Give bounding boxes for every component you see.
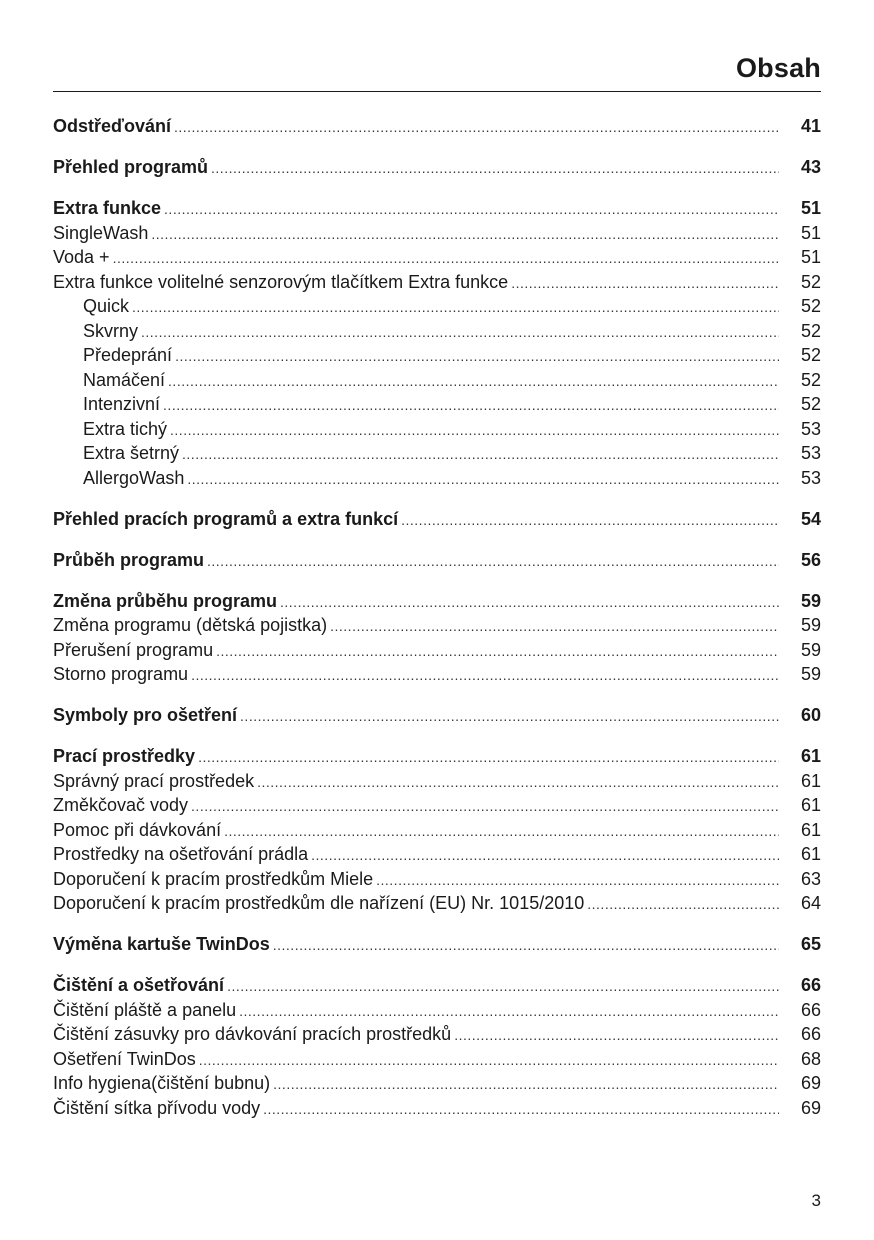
toc-entry[interactable] [53,294,821,319]
toc-entry[interactable] [53,867,821,892]
toc-entry-page: 69 [800,1073,821,1093]
toc-entry-label: Extra funkce volitelné senzorovým tlačítkem Extra funkce [53,271,509,292]
toc-entry-page: 61 [800,746,821,766]
toc-entry-page: 53 [800,467,821,488]
dot-leader [224,819,779,844]
dot-leader [132,295,779,320]
toc-entry-label: Změna programu (dětská pojistka) [53,615,328,635]
toc-entry[interactable] [53,343,821,368]
toc-entry-page: 52 [800,296,821,316]
dot-leader [376,868,779,893]
dot-leader [211,156,779,181]
toc-entry[interactable] [53,769,821,794]
toc-entry-label: Průběh programu [53,549,205,570]
toc-section [53,196,821,490]
dot-leader [216,639,779,664]
toc-entry-page: 52 [800,320,821,341]
dot-leader [311,843,779,868]
dot-leader [199,1048,779,1073]
dot-leader [239,999,779,1024]
toc-entry-page: 61 [800,770,821,791]
toc-entry-page: 61 [800,795,821,815]
dot-leader [587,892,779,917]
dot-leader [227,974,779,999]
dot-leader [207,549,779,574]
toc-entry-label: Přehled pracích programů a extra funkcí [53,508,399,529]
dot-leader [240,704,779,729]
toc-entry[interactable] [53,417,821,442]
toc-section [53,744,821,916]
toc-entry-page: 69 [800,1097,821,1118]
toc-entry-label: Čištění sítka přívodu vody [53,1097,261,1118]
toc-entry[interactable] [53,441,821,466]
toc-heading-entry[interactable] [53,196,821,221]
toc-entry-label: Čištění a ošetřování [53,975,225,995]
title-divider [53,91,821,92]
toc-entry-label: Čištění zásuvky pro dávkování pracích prostředků [53,1024,452,1044]
toc-entry-page: 59 [800,639,821,660]
toc-entry-page: 59 [800,590,821,611]
toc-entry-label: Správný prací prostředek [53,770,255,791]
dot-leader [401,508,779,533]
toc-heading-entry[interactable] [53,744,821,769]
toc-section [53,155,821,180]
toc-section [53,114,821,139]
dot-leader [175,344,779,369]
page-number: 3 [811,1191,821,1210]
toc-entry-label: Info hygiena(čištění bubnu) [53,1073,271,1093]
toc-heading-entry[interactable] [53,932,821,957]
toc-entry[interactable] [53,245,821,270]
toc-section [53,932,821,957]
toc-entry-label: Předeprání [83,345,173,365]
toc-entry[interactable] [53,1096,821,1121]
toc-entry[interactable] [53,466,821,491]
toc-entry-page: 54 [800,508,821,529]
toc-entry[interactable] [53,662,821,687]
toc-entry-label: Extra šetrný [83,443,180,463]
toc-entry[interactable] [53,998,821,1023]
toc-entry-page: 61 [800,844,821,864]
toc-section [53,548,821,573]
toc-entry-page: 51 [800,198,821,218]
dot-leader [330,614,779,639]
toc-entry[interactable] [53,368,821,393]
toc-entry-page: 61 [800,819,821,840]
toc-entry-label: Odstřeďování [53,116,171,136]
toc-entry[interactable] [53,392,821,417]
toc-entry-label: Výměna kartuše TwinDos [53,934,270,954]
toc-entry-label: Prostředky na ošetřování prádla [53,844,309,864]
toc-entry-label: Změna průběhu programu [53,590,278,611]
toc-heading-entry[interactable] [53,703,821,728]
toc-entry-label: Voda + [53,247,110,267]
toc-heading-entry[interactable] [53,973,821,998]
table-of-contents [53,114,821,1137]
toc-heading-entry[interactable] [53,114,821,139]
toc-entry-label: Quick [83,296,130,316]
dot-leader [182,442,779,467]
toc-entry-page: 41 [800,116,821,136]
dot-leader [151,222,779,247]
toc-entry-label: Pomoc při dávkování [53,819,222,840]
dot-leader [168,369,779,394]
toc-entry-label: Skvrny [83,320,139,341]
toc-entry[interactable] [53,270,821,295]
toc-entry-page: 53 [800,418,821,439]
toc-entry-label: Symboly pro ošetření [53,705,238,725]
dot-leader [257,770,779,795]
toc-entry-page: 66 [800,999,821,1020]
toc-entry-page: 52 [800,394,821,414]
toc-entry-label: Změkčovač vody [53,795,189,815]
toc-section [53,507,821,532]
toc-entry[interactable] [53,818,821,843]
toc-entry[interactable] [53,638,821,663]
dot-leader [174,115,779,140]
toc-entry[interactable] [53,1047,821,1072]
dot-leader [511,271,779,296]
dot-leader [273,933,779,958]
dot-leader [191,663,779,688]
toc-section [53,973,821,1120]
toc-heading-entry[interactable] [53,548,821,573]
toc-entry[interactable] [53,1071,821,1096]
toc-entry-page: 64 [800,893,821,913]
toc-entry-label: Extra funkce [53,198,162,218]
toc-entry[interactable] [53,613,821,638]
toc-entry-page: 65 [800,934,821,954]
dot-leader [141,320,779,345]
toc-entry[interactable] [53,842,821,867]
toc-entry[interactable] [53,319,821,344]
toc-entry-page: 66 [800,975,821,995]
toc-entry-label: Namáčení [83,369,166,390]
toc-entry-page: 66 [800,1024,821,1044]
dot-leader [187,467,779,492]
dot-leader [454,1023,779,1048]
dot-leader [198,745,779,770]
toc-entry-label: Doporučení k pracím prostředkům Miele [53,868,374,889]
toc-entry-page: 68 [800,1048,821,1069]
toc-entry-label: Storno programu [53,664,189,684]
toc-entry-label: Intenzivní [83,394,161,414]
toc-section [53,703,821,728]
dot-leader [164,197,779,222]
toc-entry-page: 53 [800,443,821,463]
page-title: Obsah [735,53,821,83]
toc-entry-page: 60 [800,705,821,725]
toc-entry-label: Prací prostředky [53,746,196,766]
toc-entry-label: Ošetření TwinDos [53,1048,196,1069]
toc-entry-page: 43 [800,157,821,177]
toc-entry-label: Extra tichý [83,418,168,439]
toc-entry[interactable] [53,221,821,246]
toc-entry-label: AllergoWash [83,467,185,488]
toc-entry-page: 59 [800,664,821,684]
toc-entry[interactable] [53,891,821,916]
toc-entry-page: 51 [800,247,821,267]
dot-leader [163,393,779,418]
dot-leader [280,590,779,615]
toc-entry-label: Přerušení programu [53,639,214,660]
toc-entry-page: 51 [800,222,821,243]
toc-heading-entry[interactable] [53,155,821,180]
toc-entry-label: Doporučení k pracím prostředkům dle nařízení (EU) Nr. 1015/2010 [53,893,585,913]
toc-entry[interactable] [53,793,821,818]
toc-heading-entry[interactable] [53,507,821,532]
toc-entry-label: SingleWash [53,222,149,243]
dot-leader [263,1097,779,1122]
toc-entry-page: 52 [800,369,821,390]
toc-entry-page: 59 [800,615,821,635]
toc-entry-page: 56 [800,549,821,570]
dot-leader [191,794,779,819]
toc-entry-page: 52 [800,271,821,292]
toc-heading-entry[interactable] [53,589,821,614]
dot-leader [113,246,779,271]
toc-entry-page: 63 [800,868,821,889]
dot-leader [170,418,779,443]
toc-entry-label: Přehled programů [53,157,209,177]
toc-entry-label: Čištění pláště a panelu [53,999,237,1020]
toc-entry-page: 52 [800,345,821,365]
dot-leader [273,1072,779,1097]
toc-entry[interactable] [53,1022,821,1047]
toc-section [53,589,821,687]
